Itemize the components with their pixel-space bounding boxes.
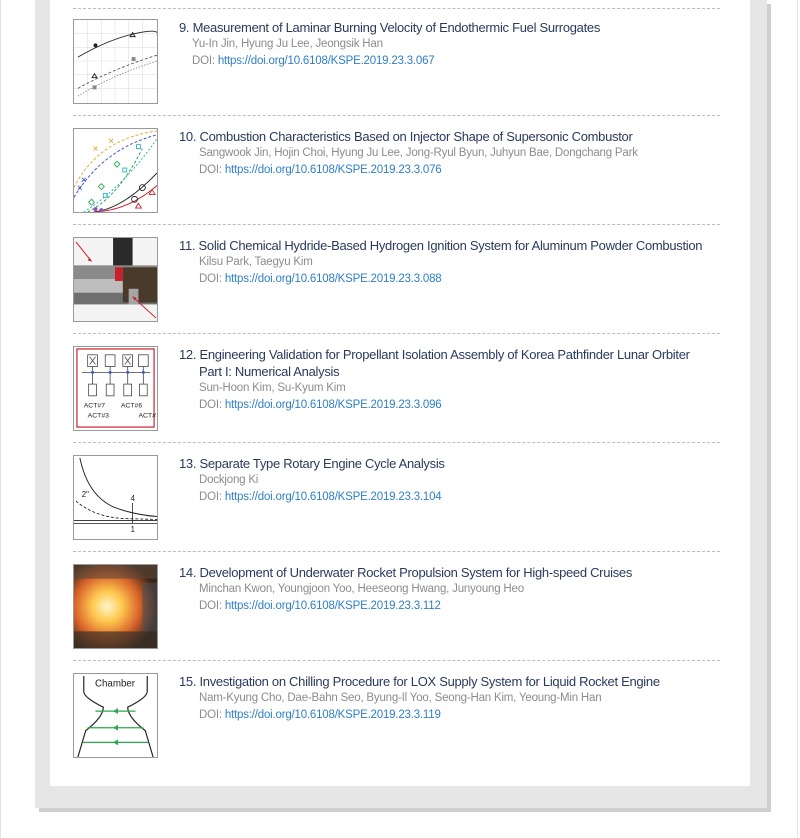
article-title-text[interactable]: 10. Combustion Characteristics Based on Injector Shape of Supersonic Combustor (179, 129, 633, 144)
article-item (73, 564, 733, 651)
article-doi (199, 271, 442, 288)
doi-link[interactable]: https://doi.org/10.6108/KSPE.2019.23.3.076 (224, 164, 442, 176)
article-title-text[interactable]: 9. Measurement of Laminar Burning Velocity of Endothermic Fuel Surrogates (179, 20, 601, 35)
schematic-label: ACT# (138, 412, 156, 420)
divider (73, 8, 720, 9)
divider (73, 333, 720, 334)
diagram-label: Chamber (94, 678, 136, 690)
chamber-diagram-icon[interactable] (73, 673, 158, 758)
article-doi (192, 53, 435, 70)
article-number: 9. (179, 20, 190, 35)
article-doi (199, 707, 441, 724)
article-number: 10. (179, 129, 197, 144)
rocket-firing-photo-icon[interactable] (73, 564, 158, 649)
article-number: 15. (179, 674, 197, 689)
article-title-text[interactable]: 15. Investigation on Chilling Procedure for LOX Supply System for Liquid Rocket Engine (179, 674, 660, 689)
article-authors: Sun-Hoon Kim, Su-Kyum Kim (199, 382, 346, 394)
divider (73, 660, 720, 661)
article-number: 12. (179, 347, 197, 362)
article-title-text[interactable]: 13. Separate Type Rotary Engine Cycle Analysis (179, 456, 445, 471)
article-authors: Dockjong Ki (199, 474, 259, 486)
article-title-text[interactable]: 11. Solid Chemical Hydride-Based Hydrogen Ignition System for Aluminum Powder Combustion (179, 238, 703, 253)
divider (73, 442, 720, 443)
doi-label: DOI: (199, 273, 222, 285)
diagram-label: 4 (130, 493, 135, 503)
article-title-text[interactable]: 12. Engineering Validation for Propellant Isolation Assembly of Korea Pathfinder Lunar Orbiter (179, 347, 690, 362)
igniter-cross-section-icon[interactable] (73, 237, 158, 322)
divider (73, 115, 720, 116)
multi-series-plot-icon[interactable] (73, 128, 158, 213)
article-item (73, 346, 733, 433)
line-plot-graph-icon[interactable] (73, 19, 158, 104)
doi-link[interactable]: https://doi.org/10.6108/KSPE.2019.23.3.119 (224, 709, 441, 721)
doi-link[interactable]: https://doi.org/10.6108/KSPE.2019.23.3.096 (224, 399, 442, 411)
doi-label: DOI: (199, 491, 222, 503)
article-number: 11. (179, 238, 196, 253)
doi-label: DOI: (199, 600, 222, 612)
article-title-line2[interactable]: Part I: Numerical Analysis (199, 364, 340, 379)
schematic-label: ACT#6 (120, 402, 143, 410)
article-doi (199, 397, 442, 414)
diagram-label: 2" (81, 490, 89, 500)
article-title[interactable] (179, 128, 735, 145)
doi-label: DOI: (192, 55, 215, 67)
article-title[interactable] (179, 564, 735, 581)
divider (73, 551, 720, 552)
pv-diagram-icon[interactable] (73, 455, 158, 540)
article-title[interactable] (179, 455, 735, 472)
article-title[interactable] (179, 237, 735, 254)
article-doi (199, 162, 442, 179)
divider (73, 224, 720, 225)
doi-link[interactable]: https://doi.org/10.6108/KSPE.2019.23.3.067 (217, 55, 435, 67)
article-item (73, 673, 733, 760)
article-authors: Kilsu Park, Taegyu Kim (199, 256, 313, 268)
article-title[interactable] (179, 673, 735, 690)
article-title[interactable] (179, 19, 735, 36)
schematic-label: ACT#3 (87, 412, 109, 420)
doi-link[interactable]: https://doi.org/10.6108/KSPE.2019.23.3.112 (224, 600, 441, 612)
valve-schematic-icon[interactable] (73, 346, 158, 431)
article-number: 14. (179, 565, 197, 580)
article-item (73, 455, 733, 542)
article-item (73, 128, 733, 215)
article-item (73, 237, 733, 324)
doi-link[interactable]: https://doi.org/10.6108/KSPE.2019.23.3.088 (224, 273, 442, 285)
article-item (73, 19, 733, 106)
doi-label: DOI: (199, 164, 222, 176)
article-title[interactable] (179, 346, 735, 380)
article-title-text[interactable]: 14. Development of Underwater Rocket Propulsion System for High-speed Cruises (179, 565, 633, 580)
article-doi (199, 489, 442, 506)
article-number: 13. (179, 456, 197, 471)
diagram-label: 1 (130, 525, 135, 535)
article-authors: Nam-Kyung Cho, Dae-Bahn Seo, Byung-Il Yoo, Seong-Han Kim, Yeoung-Min Han (199, 692, 602, 704)
schematic-label: ACT#7 (83, 402, 106, 410)
article-authors: Minchan Kwon, Youngjoon Yoo, Heeseong Hwang, Junyoung Heo (199, 583, 524, 595)
article-authors: Sangwook Jin, Hojin Choi, Hyung Ju Lee, Jong-Ryul Byun, Juhyun Bae, Dongchang Park (199, 147, 638, 159)
article-doi (199, 598, 441, 615)
doi-label: DOI: (199, 399, 222, 411)
doi-link[interactable]: https://doi.org/10.6108/KSPE.2019.23.3.104 (224, 491, 442, 503)
doi-label: DOI: (199, 709, 222, 721)
article-authors: Yu-In Jin, Hyung Ju Lee, Jeongsik Han (192, 38, 383, 50)
